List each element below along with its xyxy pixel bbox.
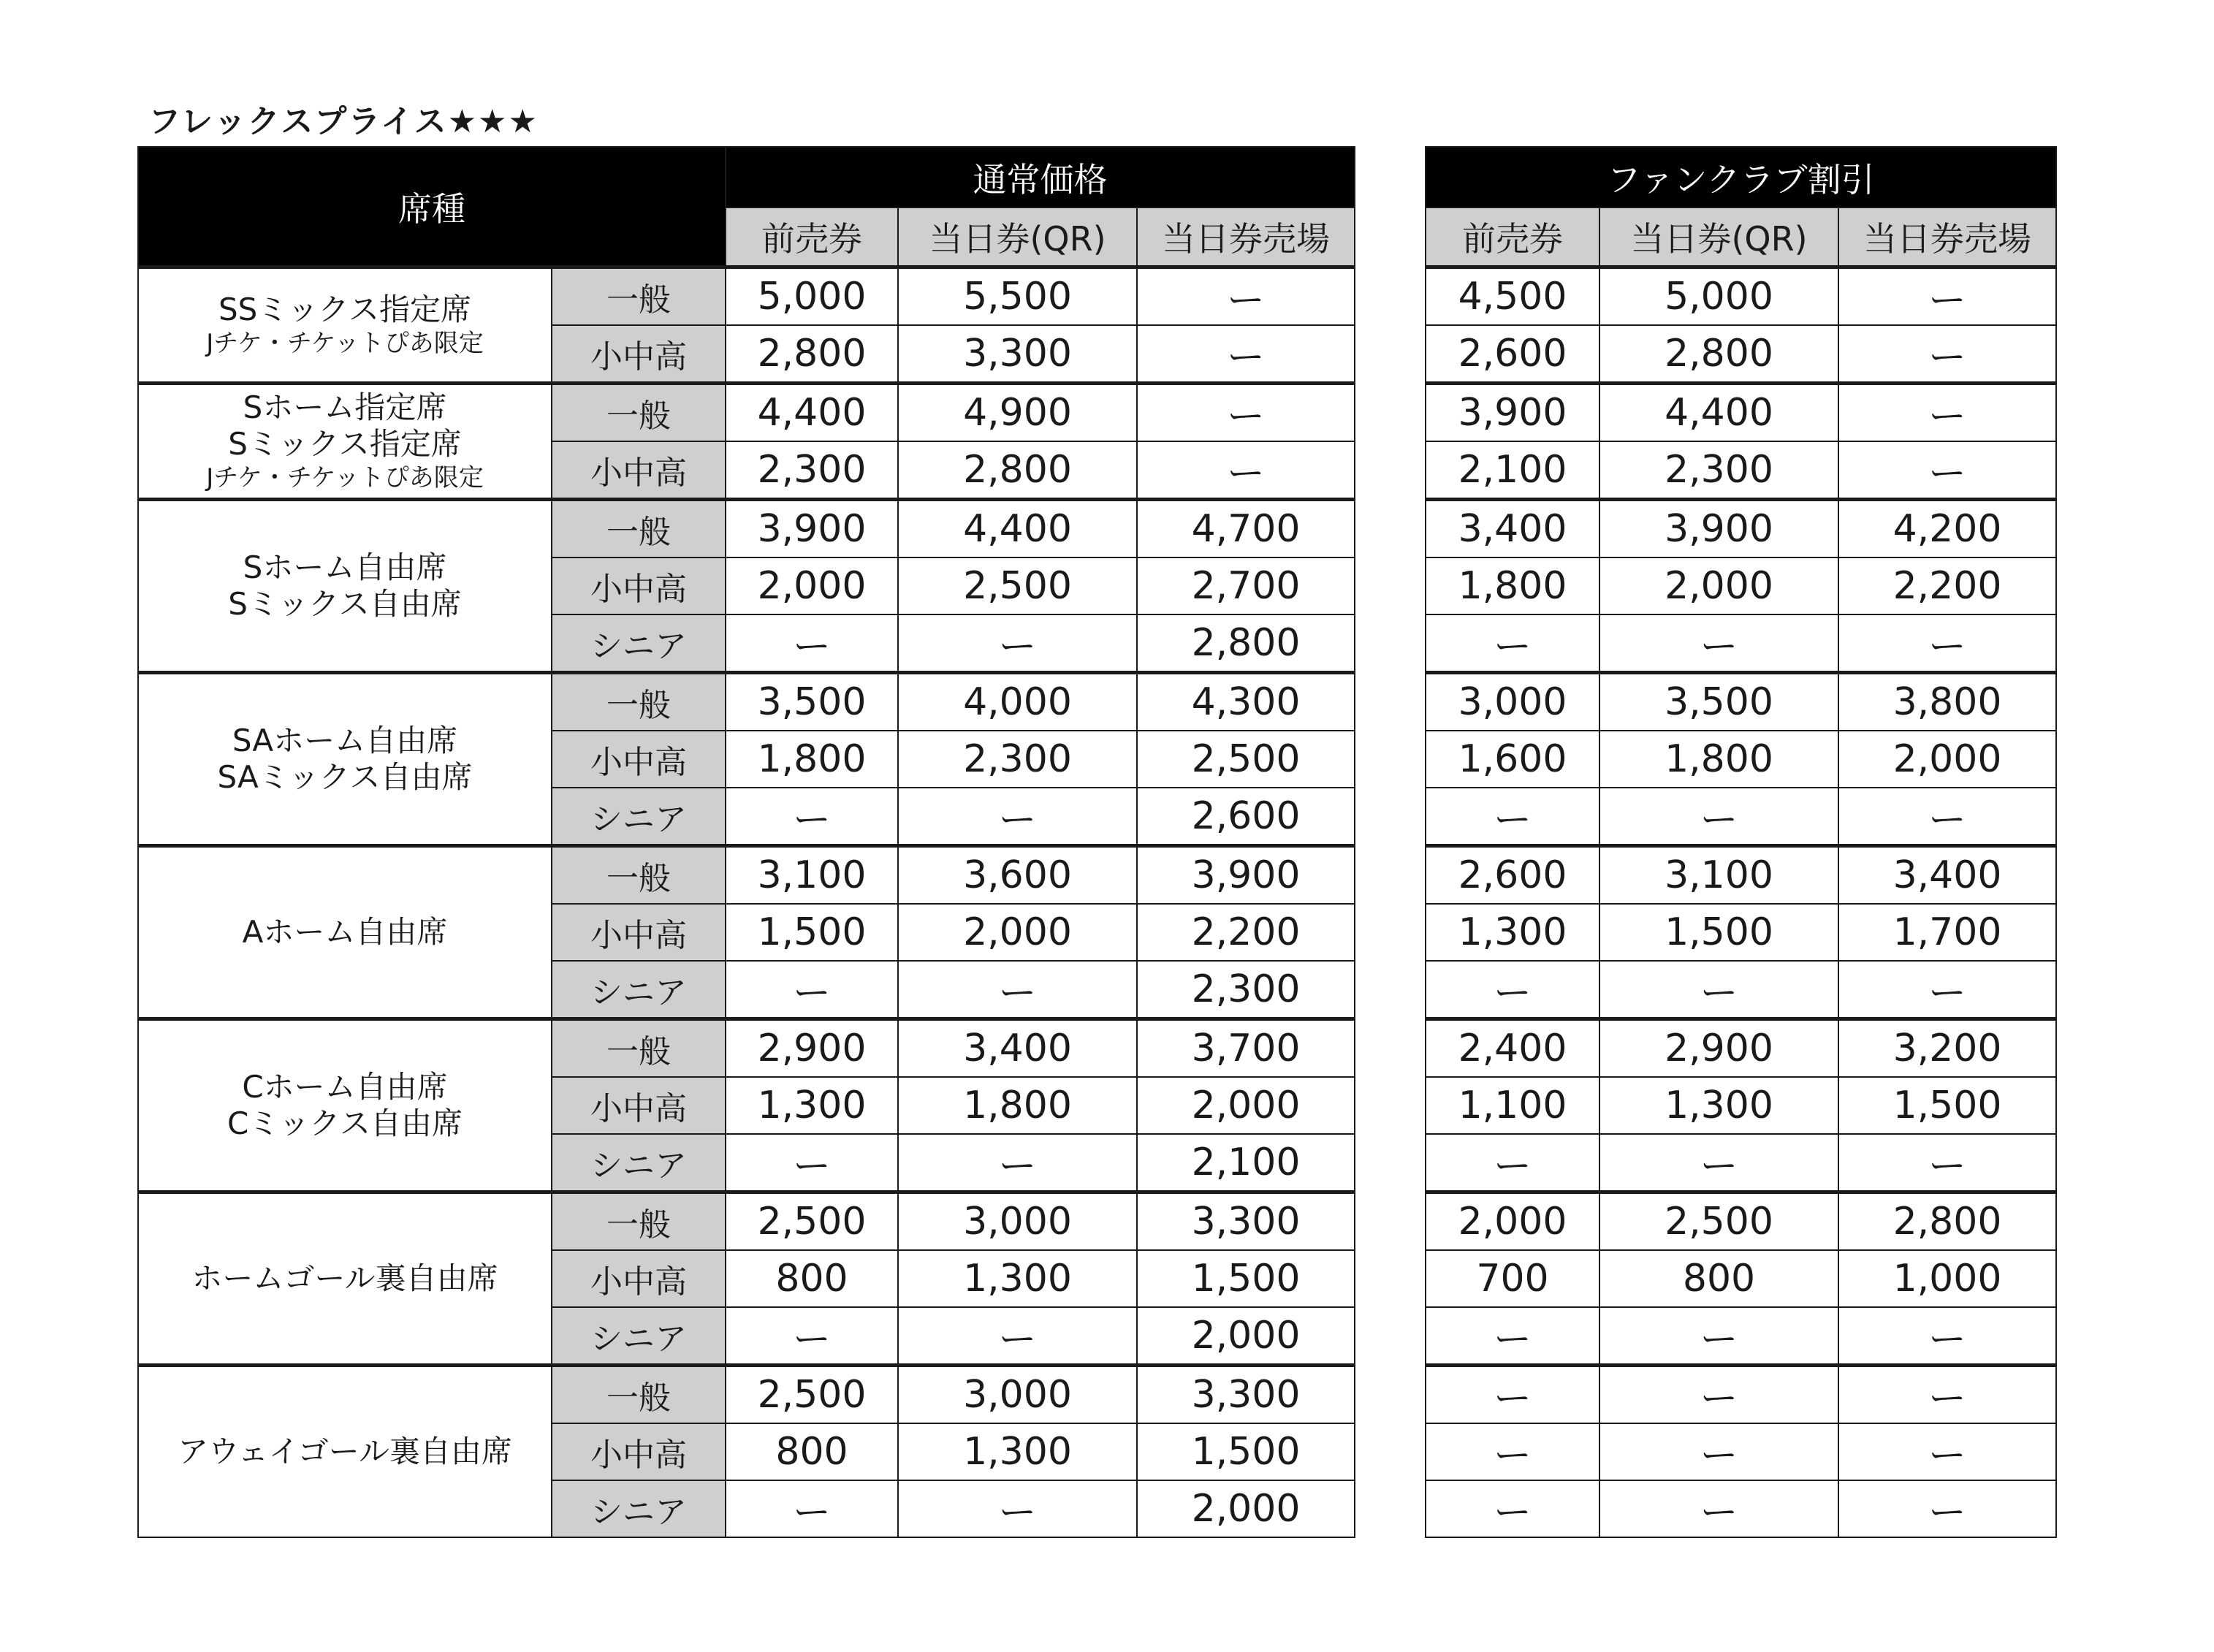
fanclub-price-cell: ー [1838, 788, 2056, 846]
fanclub-price-table [1425, 146, 2057, 1538]
fanclub-price-cell: ー [1838, 614, 2056, 673]
table-row [1426, 846, 2056, 905]
table-row [138, 384, 1355, 442]
table-row [1426, 904, 2056, 961]
regular-price-cell: 1,300 [898, 1250, 1137, 1307]
regular-price-cell: ー [898, 788, 1137, 846]
table-row [138, 846, 1355, 905]
fanclub-price-cell: ー [1599, 1307, 1838, 1366]
table-row [1426, 1134, 2056, 1192]
regular-price-cell: 3,300 [898, 325, 1137, 384]
regular-price-cell: 3,300 [1137, 1366, 1355, 1424]
table-row [1426, 384, 2056, 442]
regular-price-cell: 3,600 [898, 846, 1137, 905]
seat-note: Jチケ・チケットぴあ限定 [206, 329, 484, 358]
regular-price-cell: 2,500 [726, 1192, 898, 1251]
table-row [1426, 614, 2056, 673]
fanclub-price-cell: ー [1838, 1423, 2056, 1480]
seat-name-cell [138, 1019, 552, 1192]
seat-name-line: SSミックス指定席 [218, 292, 472, 327]
fc-col-header-advance: 前売券 [1426, 208, 1599, 267]
seat-name-line: Cホーム自由席 [242, 1069, 448, 1105]
fanclub-price-cell: 2,500 [1599, 1192, 1838, 1251]
category-cell: シニア [552, 1480, 726, 1537]
seat-note: Jチケ・チケットぴあ限定 [206, 463, 484, 492]
table-row [1426, 1019, 2056, 1078]
category-cell: 一般 [552, 1366, 726, 1424]
regular-price-cell: 3,100 [726, 846, 898, 905]
regular-price-cell: 3,300 [1137, 1192, 1355, 1251]
seat-name-line: Cミックス自由席 [227, 1105, 463, 1141]
regular-price-cell: 3,000 [898, 1192, 1137, 1251]
table-row [138, 1192, 1355, 1251]
regular-price-cell: 2,300 [726, 441, 898, 500]
fanclub-price-cell: 1,300 [1599, 1077, 1838, 1134]
seat-name-cell [138, 673, 552, 846]
regular-price-cell: 2,500 [898, 557, 1137, 614]
seat-type-header: 席種 [138, 147, 726, 267]
seat-name-line: SAホーム自由席 [232, 723, 458, 758]
regular-price-cell: ー [1137, 267, 1355, 326]
regular-price-cell: 1,300 [726, 1077, 898, 1134]
fanclub-price-cell: 1,100 [1426, 1077, 1599, 1134]
regular-price-cell: 800 [726, 1423, 898, 1480]
regular-price-cell: 2,800 [726, 325, 898, 384]
fanclub-price-cell: 2,000 [1426, 1192, 1599, 1251]
seat-name-cell [138, 267, 552, 384]
regular-price-cell: 1,800 [898, 1077, 1137, 1134]
table-row [1426, 441, 2056, 500]
regular-price-cell: ー [1137, 441, 1355, 500]
fc-col-header-dayof-counter: 当日券売場 [1838, 208, 2056, 267]
fanclub-price-cell: 2,900 [1599, 1019, 1838, 1078]
regular-price-cell: 5,500 [898, 267, 1137, 326]
seat-name-line: Sホーム自由席 [243, 549, 447, 585]
regular-price-cell: 2,000 [1137, 1077, 1355, 1134]
fanclub-price-cell: ー [1426, 961, 1599, 1019]
seat-name-cell [138, 384, 552, 500]
table-row [138, 267, 1355, 326]
fanclub-header: ファンクラブ割引 [1426, 147, 2056, 208]
seat-name-line: Sホーム指定席 [243, 389, 447, 425]
table-row [1426, 267, 2056, 326]
regular-price-cell: 4,000 [898, 673, 1137, 731]
fanclub-price-cell: 2,000 [1599, 557, 1838, 614]
fanclub-price-cell: 2,200 [1838, 557, 2056, 614]
regular-price-header: 通常価格 [726, 147, 1355, 208]
seat-name-line: ホームゴール裏自由席 [191, 1260, 498, 1296]
regular-price-cell: 2,900 [726, 1019, 898, 1078]
category-cell: 小中高 [552, 1423, 726, 1480]
fanclub-price-cell: ー [1838, 1480, 2056, 1537]
seat-name-line: アウェイゴール裏自由席 [178, 1434, 512, 1469]
category-cell: 小中高 [552, 1077, 726, 1134]
fanclub-price-cell: 3,000 [1426, 673, 1599, 731]
regular-price-cell: 1,500 [726, 904, 898, 961]
fanclub-price-cell: 3,100 [1599, 846, 1838, 905]
fanclub-price-cell: ー [1426, 1480, 1599, 1537]
category-cell: 一般 [552, 673, 726, 731]
regular-price-cell: ー [726, 614, 898, 673]
fanclub-price-cell: 1,800 [1426, 557, 1599, 614]
regular-price-cell: ー [726, 1480, 898, 1537]
regular-price-cell: ー [898, 1480, 1137, 1537]
fanclub-price-cell: ー [1426, 1307, 1599, 1366]
regular-price-cell: 1,300 [898, 1423, 1137, 1480]
table-row [138, 500, 1355, 558]
fanclub-price-cell: 2,000 [1838, 731, 2056, 788]
fanclub-price-cell: 3,800 [1838, 673, 2056, 731]
regular-price-cell: ー [726, 788, 898, 846]
category-cell: シニア [552, 961, 726, 1019]
regular-price-cell: 2,800 [1137, 614, 1355, 673]
fanclub-price-cell: 1,600 [1426, 731, 1599, 788]
fanclub-price-cell: ー [1426, 1423, 1599, 1480]
fanclub-price-cell: ー [1599, 1366, 1838, 1424]
regular-price-cell: 3,900 [1137, 846, 1355, 905]
table-row [138, 1019, 1355, 1078]
table-row [1426, 500, 2056, 558]
fanclub-price-cell: ー [1426, 1366, 1599, 1424]
table-row [138, 673, 1355, 731]
regular-price-cell: 2,800 [898, 441, 1137, 500]
regular-price-cell: 2,300 [898, 731, 1137, 788]
regular-price-cell: 2,300 [1137, 961, 1355, 1019]
fanclub-price-cell: 1,300 [1426, 904, 1599, 961]
table-row [1426, 1423, 2056, 1480]
regular-price-cell: 5,000 [726, 267, 898, 326]
fanclub-price-cell: ー [1838, 325, 2056, 384]
regular-price-cell: 2,000 [898, 904, 1137, 961]
page-title: フレックスプライス★★★ [148, 103, 539, 140]
seat-name-cell [138, 846, 552, 1019]
regular-price-cell: ー [726, 1307, 898, 1366]
table-row [1426, 1250, 2056, 1307]
category-cell: 小中高 [552, 1250, 726, 1307]
regular-price-cell: 3,500 [726, 673, 898, 731]
category-cell: シニア [552, 614, 726, 673]
fanclub-price-cell: 2,800 [1599, 325, 1838, 384]
col-header-dayof-counter: 当日券売場 [1137, 208, 1355, 267]
fanclub-price-cell: 1,700 [1838, 904, 2056, 961]
fanclub-price-cell: 4,400 [1599, 384, 1838, 442]
regular-price-cell: 2,500 [1137, 731, 1355, 788]
regular-price-cell: ー [898, 614, 1137, 673]
fanclub-price-cell: 2,400 [1426, 1019, 1599, 1078]
fanclub-price-cell: ー [1838, 1366, 2056, 1424]
regular-price-cell: 2,700 [1137, 557, 1355, 614]
category-cell: 一般 [552, 846, 726, 905]
category-cell: 一般 [552, 384, 726, 442]
regular-price-cell: 2,000 [726, 557, 898, 614]
fanclub-price-cell: 3,200 [1838, 1019, 2056, 1078]
fanclub-price-cell: 3,900 [1599, 500, 1838, 558]
fanclub-price-cell: ー [1838, 441, 2056, 500]
fanclub-price-cell: ー [1838, 1307, 2056, 1366]
seat-name-line: Sミックス自由席 [228, 586, 462, 622]
regular-price-cell: 2,100 [1137, 1134, 1355, 1192]
fanclub-price-cell: 2,300 [1599, 441, 1838, 500]
category-cell: 小中高 [552, 557, 726, 614]
category-cell: 小中高 [552, 904, 726, 961]
regular-price-cell: 1,500 [1137, 1423, 1355, 1480]
fanclub-price-cell: ー [1426, 1134, 1599, 1192]
seat-name-line: SAミックス自由席 [217, 759, 473, 795]
seat-name-line: Sミックス指定席 [228, 426, 462, 462]
seat-name-cell [138, 1192, 552, 1366]
fanclub-price-cell: 1,500 [1838, 1077, 2056, 1134]
fanclub-price-cell: 1,000 [1838, 1250, 2056, 1307]
fanclub-price-cell: 1,800 [1599, 731, 1838, 788]
fanclub-price-cell: ー [1599, 1423, 1838, 1480]
regular-price-cell: ー [898, 1134, 1137, 1192]
regular-price-cell: 3,400 [898, 1019, 1137, 1078]
fanclub-price-cell: 2,600 [1426, 325, 1599, 384]
category-cell: 一般 [552, 1019, 726, 1078]
fanclub-price-cell: ー [1838, 267, 2056, 326]
col-header-advance: 前売券 [726, 208, 898, 267]
table-row [1426, 325, 2056, 384]
regular-price-cell: 4,400 [898, 500, 1137, 558]
regular-price-cell: 4,400 [726, 384, 898, 442]
regular-price-cell: 4,900 [898, 384, 1137, 442]
category-cell: 小中高 [552, 325, 726, 384]
category-cell: 一般 [552, 267, 726, 326]
table-row [1426, 1307, 2056, 1366]
fanclub-price-cell: ー [1599, 1480, 1838, 1537]
regular-price-cell: 3,900 [726, 500, 898, 558]
seat-name-cell [138, 500, 552, 673]
regular-price-cell: ー [1137, 325, 1355, 384]
regular-price-cell: 2,200 [1137, 904, 1355, 961]
fanclub-price-cell: ー [1599, 961, 1838, 1019]
fanclub-price-cell: ー [1838, 1134, 2056, 1192]
category-cell: 小中高 [552, 731, 726, 788]
regular-price-cell: 4,300 [1137, 673, 1355, 731]
fanclub-price-cell: ー [1426, 614, 1599, 673]
fanclub-price-cell: 4,200 [1838, 500, 2056, 558]
fanclub-price-cell: 800 [1599, 1250, 1838, 1307]
fanclub-price-cell: 2,600 [1426, 846, 1599, 905]
table-row [1426, 1077, 2056, 1134]
fanclub-price-cell: 2,800 [1838, 1192, 2056, 1251]
category-cell: 一般 [552, 500, 726, 558]
seat-name-cell [138, 1366, 552, 1538]
regular-price-cell: 800 [726, 1250, 898, 1307]
fanclub-price-cell: ー [1838, 961, 2056, 1019]
regular-price-cell: 2,500 [726, 1366, 898, 1424]
table-row [1426, 557, 2056, 614]
fanclub-price-cell: 2,100 [1426, 441, 1599, 500]
table-row [1426, 1480, 2056, 1537]
table-row [1426, 961, 2056, 1019]
fanclub-price-cell: ー [1426, 788, 1599, 846]
table-row [1426, 673, 2056, 731]
regular-price-cell: 4,700 [1137, 500, 1355, 558]
regular-price-cell: ー [726, 961, 898, 1019]
fanclub-price-cell: 3,900 [1426, 384, 1599, 442]
regular-price-cell: 3,700 [1137, 1019, 1355, 1078]
category-cell: シニア [552, 788, 726, 846]
fanclub-price-cell: ー [1599, 614, 1838, 673]
fanclub-price-cell: 700 [1426, 1250, 1599, 1307]
category-cell: シニア [552, 1134, 726, 1192]
fanclub-price-cell: 3,500 [1599, 673, 1838, 731]
regular-price-cell: 2,000 [1137, 1307, 1355, 1366]
category-cell: 小中高 [552, 441, 726, 500]
category-cell: 一般 [552, 1192, 726, 1251]
fanclub-price-cell: 3,400 [1838, 846, 2056, 905]
regular-price-cell: 3,000 [898, 1366, 1137, 1424]
regular-price-cell: 1,800 [726, 731, 898, 788]
fanclub-price-cell: 4,500 [1426, 267, 1599, 326]
regular-price-cell: 1,500 [1137, 1250, 1355, 1307]
fanclub-price-cell: ー [1599, 788, 1838, 846]
regular-price-cell: 2,000 [1137, 1480, 1355, 1537]
category-cell: シニア [552, 1307, 726, 1366]
fc-col-header-dayof-qr: 当日券(QR) [1599, 208, 1838, 267]
regular-price-cell: 2,600 [1137, 788, 1355, 846]
table-row [1426, 1192, 2056, 1251]
table-row [1426, 788, 2056, 846]
table-row [1426, 1366, 2056, 1424]
regular-price-cell: ー [898, 1307, 1137, 1366]
fanclub-price-cell: 3,400 [1426, 500, 1599, 558]
seat-name-line: Aホーム自由席 [242, 914, 448, 950]
regular-price-cell: ー [1137, 384, 1355, 442]
fanclub-price-cell: 1,500 [1599, 904, 1838, 961]
regular-price-cell: ー [898, 961, 1137, 1019]
fanclub-price-cell: ー [1599, 1134, 1838, 1192]
regular-price-cell: ー [726, 1134, 898, 1192]
fanclub-price-cell: 5,000 [1599, 267, 1838, 326]
table-row [1426, 731, 2056, 788]
fanclub-price-cell: ー [1838, 384, 2056, 442]
regular-price-table [137, 146, 1355, 1538]
table-row [138, 1366, 1355, 1424]
col-header-dayof-qr: 当日券(QR) [898, 208, 1137, 267]
